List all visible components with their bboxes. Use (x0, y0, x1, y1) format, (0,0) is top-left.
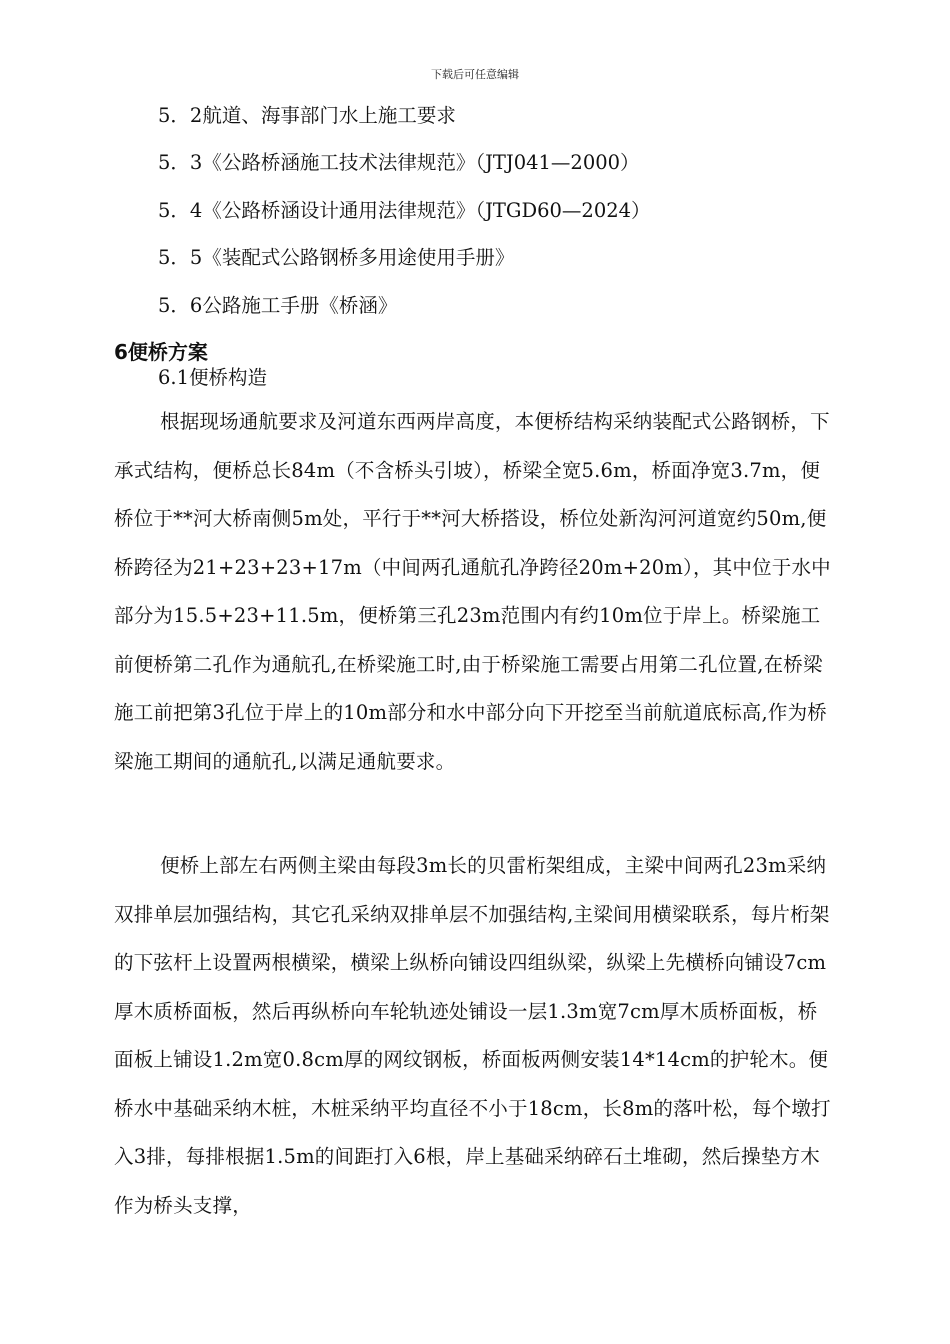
body-paragraph: 便桥上部左右两侧主梁由每段3m长的贝雷桁架组成，主梁中间两孔23m采纳双排单层加强结构，其它孔采纳双排单层不加强结构,主梁间用横梁联系，每片桁架的下弦杆上设置两根横梁，横梁上纵桥向铺设四组纵梁，纵梁上先横桥向铺设7cm厚木质桥面板，然后再纵桥向车轮轨迹处铺设一层1.3m宽7cm厚木质桥面板，桥面板上铺设1.2m宽0.8cm厚的网纹钢板，桥面板两侧安装14*14cm的护轮木。便桥水中基础采纳木桩，木桩采纳平均直径不小于18cm，长8m的落叶松，每个墩打入3排，每排根据1.5m的间距打入6根，岸上基础采纳碎石土堆砌，然后操垫方木作为桥头支撑， (114, 854, 831, 1217)
reference-item: 5．4《公路桥涵设计通用法律规范》（JTGD60—2024） (158, 199, 651, 222)
subsection-heading: 6.1便桥构造 (158, 366, 268, 389)
reference-item: 5．3《公路桥涵施工技术法律规范》（JTJ041—2000） (158, 151, 640, 174)
section-heading: 6便桥方案 (114, 340, 208, 364)
reference-item: 5．2航道、海事部门水上施工要求 (158, 104, 456, 127)
page-header-note: 下载后可任意编辑 (431, 68, 519, 81)
reference-item: 5．5《装配式公路钢桥多用途使用手册》 (158, 246, 515, 269)
body-paragraph: 根据现场通航要求及河道东西两岸高度，本便桥结构采纳装配式公路钢桥，下承式结构，便桥总长84m（不含桥头引坡），桥梁全宽5.6m，桥面净宽3.7m，便桥位于**河大桥南侧5m处，平行于**河大桥搭设，桥位处新沟河河道宽约50m,便桥跨径为21+23+23+17m（中间两孔通航孔净跨径20m+20m），其中位于水中部分为15.5+23+11.5m，便桥第三孔23m范围内有约10m位于岸上。桥梁施工前便桥第二孔作为通航孔,在桥梁施工时,由于桥梁施工需要占用第二孔位置,在桥梁施工前把第3孔位于岸上的10m部分和水中部分向下开挖至当前航道底标高,作为桥梁施工期间的通航孔,以满足通航要求。 (114, 410, 831, 773)
reference-item: 5．6公路施工手册《桥涵》 (158, 294, 398, 317)
